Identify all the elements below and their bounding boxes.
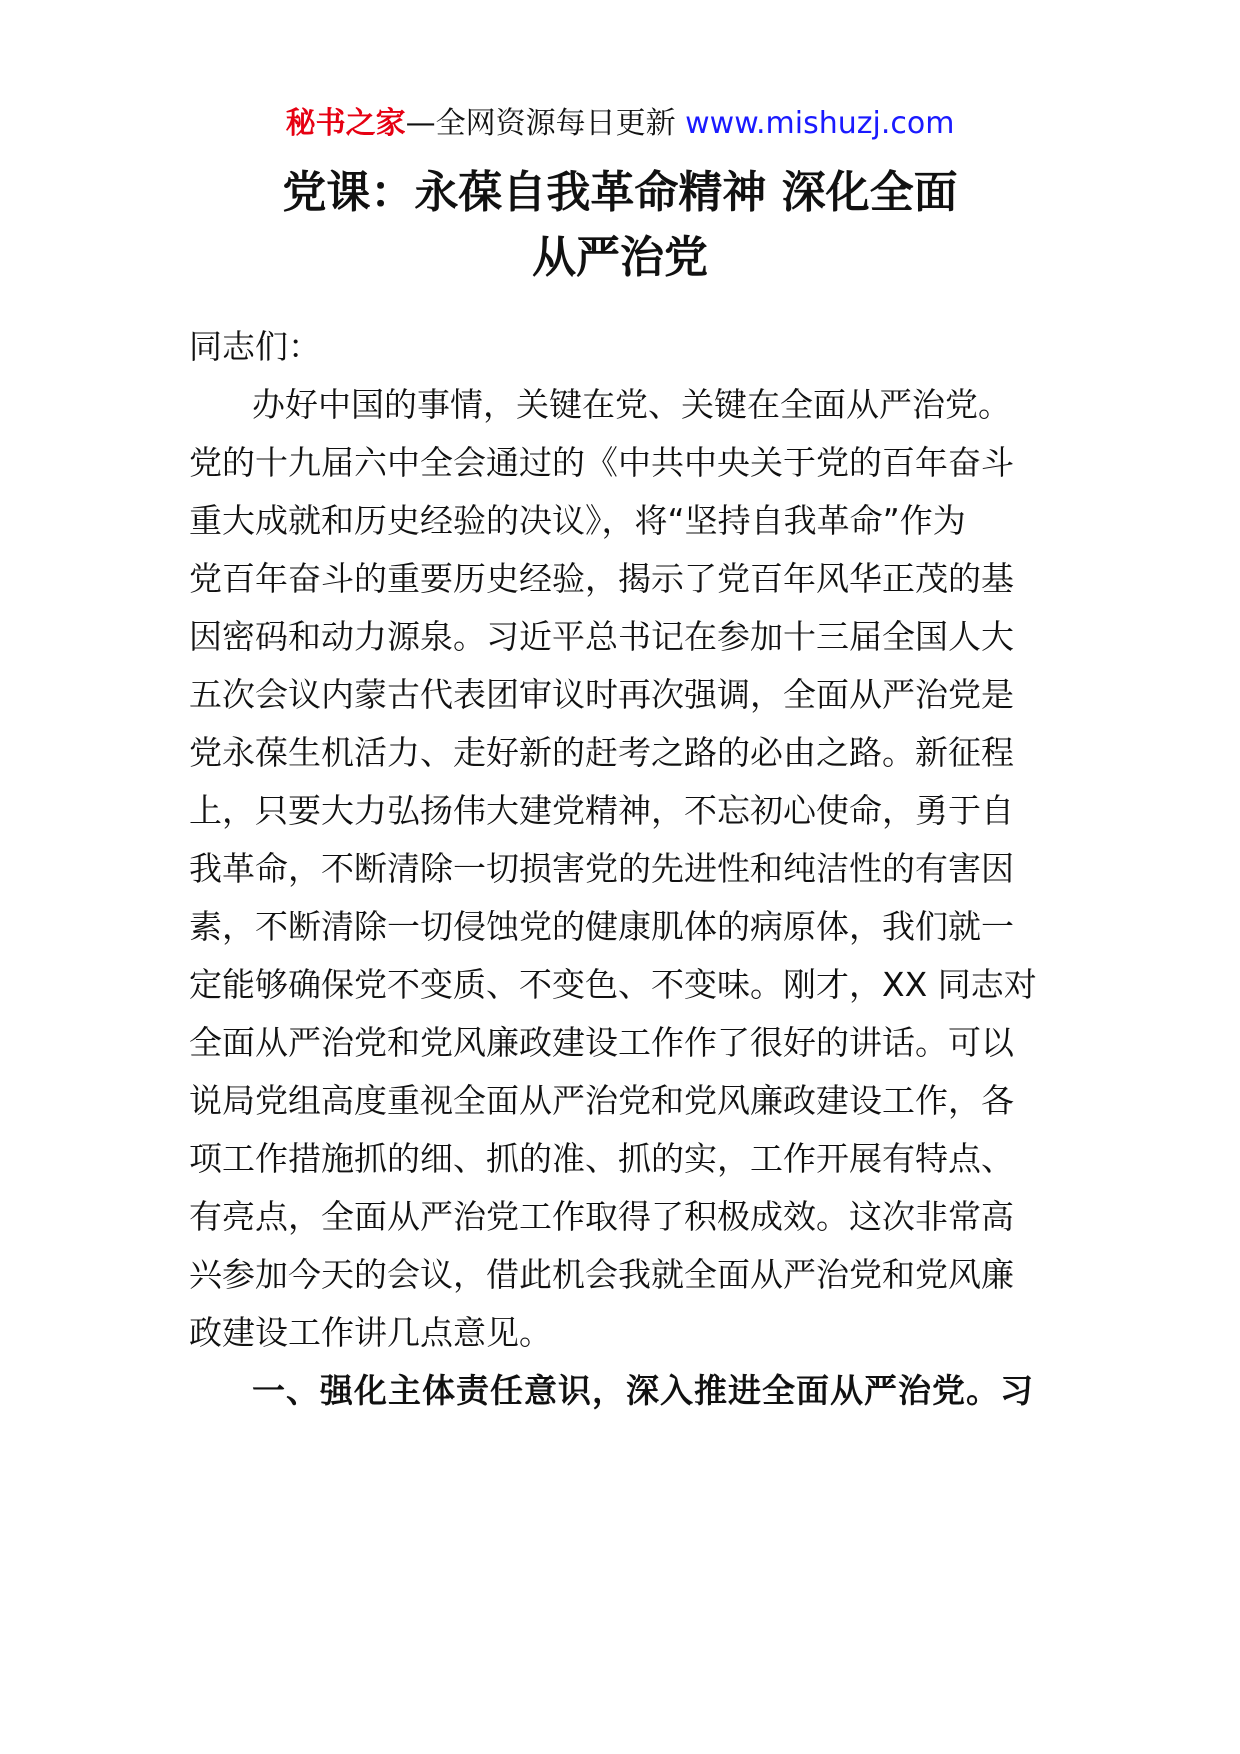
document-title-line-2: 从严治党: [532, 232, 708, 283]
text-line: 说局党组高度重视全面从严治党和党风廉政建设工作，各: [189, 1081, 1014, 1120]
site-header: [0, 104, 1240, 144]
text-line: 兴参加今天的会议，借此机会我就全面从严治党和党风廉: [189, 1255, 1014, 1294]
text-line: 办好中国的事情，关键在党、关键在全面从严治党。: [252, 385, 1011, 424]
text-line: 因密码和动力源泉。习近平总书记在参加十三届全国人大: [189, 617, 1014, 656]
text-line: 我革命，不断清除一切损害党的先进性和纯洁性的有害因: [189, 849, 1014, 888]
site-brand: 秘书之家: [285, 106, 406, 141]
section-1-heading: 一、强化主体责任意识，深入推进全面从严治党。习: [252, 1371, 1034, 1410]
text-line: 政建设工作讲几点意见。: [189, 1313, 552, 1352]
document-title-line-1: 党课：永葆自我革命精神 深化全面: [282, 167, 958, 218]
site-url-link[interactable]: www.mishuzj.com: [685, 106, 955, 141]
text-line: 党百年奋斗的重要历史经验，揭示了党百年风华正茂的基: [189, 559, 1014, 598]
text-line: 项工作措施抓的细、抓的准、抓的实，工作开展有特点、: [189, 1139, 1014, 1178]
site-slogan: —全网资源每日更新: [405, 106, 676, 141]
text-line: 重大成就和历史经验的决议》，将“坚持自我革命”作为: [189, 501, 966, 540]
salutation: 同志们：: [189, 327, 321, 366]
text-line: 上，只要大力弘扬伟大建党精神，不忘初心使命，勇于自: [189, 791, 1014, 830]
text-line: 定能够确保党不变质、不变色、不变味。刚才，XX 同志对: [189, 965, 1037, 1004]
text-line: 党的十九届六中全会通过的《中共中央关于党的百年奋斗: [189, 443, 1014, 482]
text-line: 五次会议内蒙古代表团审议时再次强调，全面从严治党是: [189, 675, 1014, 714]
text-line: 有亮点，全面从严治党工作取得了积极成效。这次非常高: [189, 1197, 1014, 1236]
text-line: 全面从严治党和党风廉政建设工作作了很好的讲话。可以: [189, 1023, 1014, 1062]
text-line: 素，不断清除一切侵蚀党的健康肌体的病原体，我们就一: [189, 907, 1014, 946]
text-line: 党永葆生机活力、走好新的赶考之路的必由之路。新征程: [189, 733, 1014, 772]
